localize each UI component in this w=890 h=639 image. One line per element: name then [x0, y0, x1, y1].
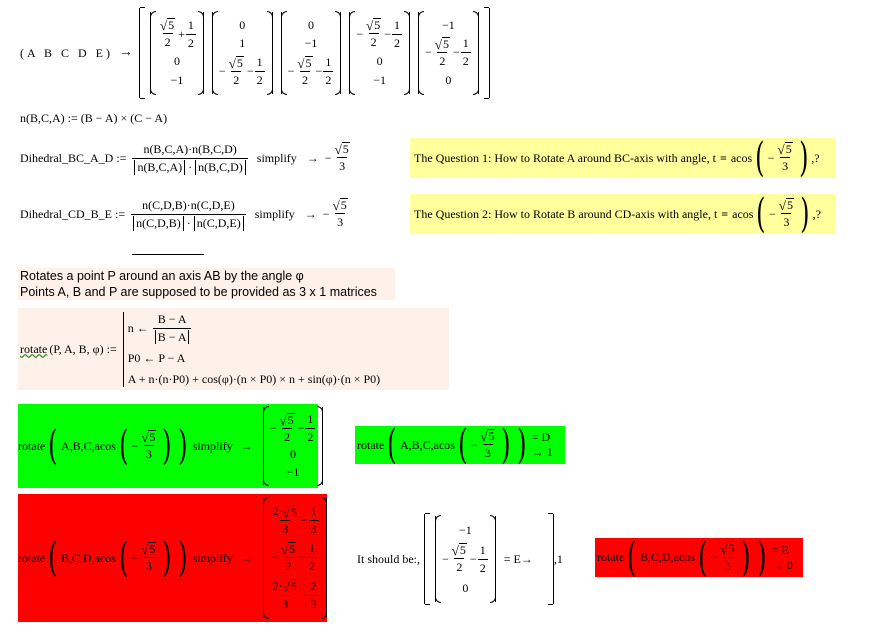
rotate-def-line1-num: B − A	[157, 311, 187, 326]
dihedral2-arrow: →	[304, 206, 317, 221]
green1-simplify: simplify	[192, 438, 233, 453]
question2-eq: =	[721, 206, 729, 221]
rotate-def-args: (P, A, B, φ) :=	[49, 341, 117, 356]
matrix-col-a: √ 5 2 + $\frac{1}{2}$ 0 −1	[150, 12, 204, 94]
question1-note[interactable]: The Question 1: How to Rotate A around BC-axis with angle, t = acos ( − √ 5 3 ) ,?	[410, 138, 836, 178]
red1-simplify: simplify	[192, 550, 233, 565]
should-be-after: ,1	[553, 551, 563, 566]
rotate-def-name: rotate	[20, 341, 48, 356]
matrix-col-b: 0 1 − √ 5 2 − $\frac{1}{2}$	[212, 12, 273, 94]
points-matrix	[139, 8, 490, 98]
red1-args: B,C,D,acos	[60, 550, 116, 565]
question1-eq: =	[719, 150, 727, 165]
rotate-def-line1-den: B − A	[155, 330, 190, 344]
comment-line-2: Points A, B and P are supposed to be provided as 3 x 1 matrices	[20, 285, 377, 299]
dihedral2-den: 3	[337, 215, 344, 230]
red2-call: rotate	[597, 550, 625, 564]
arrow-icon: →	[119, 45, 133, 60]
dihedral-bc-a-d[interactable]: Dihedral_BC_A_D := n(B,C,A)·n(B,C,D) n(B,C,A) · n(B,C,D) simplify → − √ 5 3	[20, 141, 349, 174]
matrix-col-d: − √ 5 2 − $\frac{1}{2}$ 0 −1	[349, 12, 410, 94]
question1-t: t	[712, 150, 716, 165]
should-be-vector: −1 − √ 5 2 − $\frac{1}{2}$ 0	[435, 516, 496, 602]
red-rotate-simplify[interactable]: rotate ( B,C,D,acos ( − √ 5 3 ) ) simplify → 2· √ 5 3 − $\frac{1}{3}$ − √ 5 2 − $\frac{1}{2}$ 2· √ 5 3 − $\frac{2}{3}$	[18, 494, 327, 622]
rotate-def-line3: A + n·(n·P0) + cos(φ)·(n × P0) × n + sin(φ)·(n × P0)	[127, 371, 381, 386]
should-be-tail: = E→	[503, 551, 533, 566]
red1-call: rotate	[18, 550, 46, 565]
dihedral1-name: Dihedral_BC_A_D :=	[20, 150, 127, 165]
question1-acos: acos	[730, 150, 753, 165]
red-rotate-equals-e[interactable]: rotate ( B,C,D,acos ( − √ 5 3 ) ) = E → 0	[595, 538, 803, 577]
dihedral2-simplify: simplify	[254, 206, 295, 221]
question2-note[interactable]: The Question 2: How to Rotate B around CD-axis with angle, t = acos ( − √ 5 3 ) ,?	[410, 194, 836, 234]
question1-text: The Question 1: How to Rotate A around BC-axis with angle,	[414, 150, 710, 165]
red1-result: 2· √ 5 3 − $\frac{1}{3}$ − √ 5 2 − $\frac{1}{2}$ 2· √ 5 3 − $\frac{2}{3}$	[263, 498, 327, 618]
dihedral2-sign: −	[322, 206, 330, 221]
question2-tail: ,?	[812, 206, 821, 221]
region-separator	[132, 254, 204, 255]
normal-definition-text: n(B,C,A) := (B − A) × (C − A)	[20, 111, 168, 125]
comment-block[interactable]	[18, 268, 395, 300]
green1-call: rotate	[18, 438, 46, 453]
dihedral1-den-right: n(B,C,D)	[195, 160, 246, 175]
question2-acos: acos	[732, 206, 754, 221]
dihedral1-simplify: simplify	[256, 150, 297, 165]
green1-arrow: →	[240, 438, 253, 453]
green-rotate-equals-d[interactable]: rotate ( A,B,C,acos ( − √ 5 3 ) ) = D → 1	[355, 426, 565, 464]
dihedral1-den-left: n(B,C,A)	[134, 160, 185, 175]
red2-args: B,C,D,acos	[639, 550, 695, 564]
normal-definition[interactable]	[20, 111, 167, 126]
dihedral1-arrow: →	[306, 150, 319, 165]
comment-line-1: Rotates a point P around an axis AB by the angle φ	[20, 269, 304, 283]
green2-args: A,B,C,acos	[399, 437, 455, 452]
rotate-def-program	[123, 312, 380, 387]
matrix-col-c: 0 −1 − √ 5 2 − $\frac{1}{2}$	[281, 12, 342, 94]
dihedral2-numerator: n(C,D,B)·n(C,D,E)	[142, 197, 235, 212]
expected-result[interactable]	[357, 514, 563, 604]
dihedral2-den-right: n(C,D,E)	[194, 216, 244, 231]
rotate-def-line1-lhs: n ←	[127, 320, 149, 335]
dihedral-cd-b-e[interactable]: Dihedral_CD_B_E := n(C,D,B)·n(C,D,E) n(C,D,B) · n(C,D,E) simplify → − √ 5 3	[20, 197, 347, 230]
dihedral1-den: 3	[339, 159, 346, 174]
dihedral2-den-left: n(C,D,B)	[133, 216, 184, 231]
should-be-label: It should be:,	[357, 551, 420, 566]
question1-tail: ,?	[811, 150, 820, 165]
matrix-col-e: −1 − √ 5 2 − $\frac{1}{2}$ 0	[418, 12, 479, 94]
red1-arrow: →	[240, 550, 253, 565]
points-matrix-row[interactable]	[20, 8, 490, 98]
green1-result: − √ 5 2 − $\frac{1}{2}$ 0 −1	[263, 407, 324, 485]
question2-text: The Question 2: How to Rotate B around CD-axis with angle,	[414, 206, 711, 221]
points-lhs: (A B C D E)	[20, 45, 113, 60]
rotate-def-line2: P0 ← P − A	[127, 350, 186, 365]
question2-t: t	[713, 206, 718, 221]
green2-tail: = D → 1	[531, 430, 553, 459]
should-be-bracket	[424, 514, 554, 604]
green1-args: A,B,C,acos	[60, 438, 116, 453]
dihedral2-name: Dihedral_CD_B_E :=	[20, 206, 126, 221]
green-rotate-simplify[interactable]: rotate ( A,B,C,acos ( − √ 5 3 ) ) simplify → − √ 5 2 − $\frac{1}{2}$ 0 −1	[18, 404, 318, 488]
dihedral1-sign: −	[324, 150, 332, 165]
rotate-definition[interactable]	[18, 308, 449, 390]
dihedral1-numerator: n(B,C,A)·n(B,C,D)	[143, 141, 237, 156]
green2-call: rotate	[357, 437, 385, 452]
red2-tail: = E → 0	[771, 542, 793, 572]
